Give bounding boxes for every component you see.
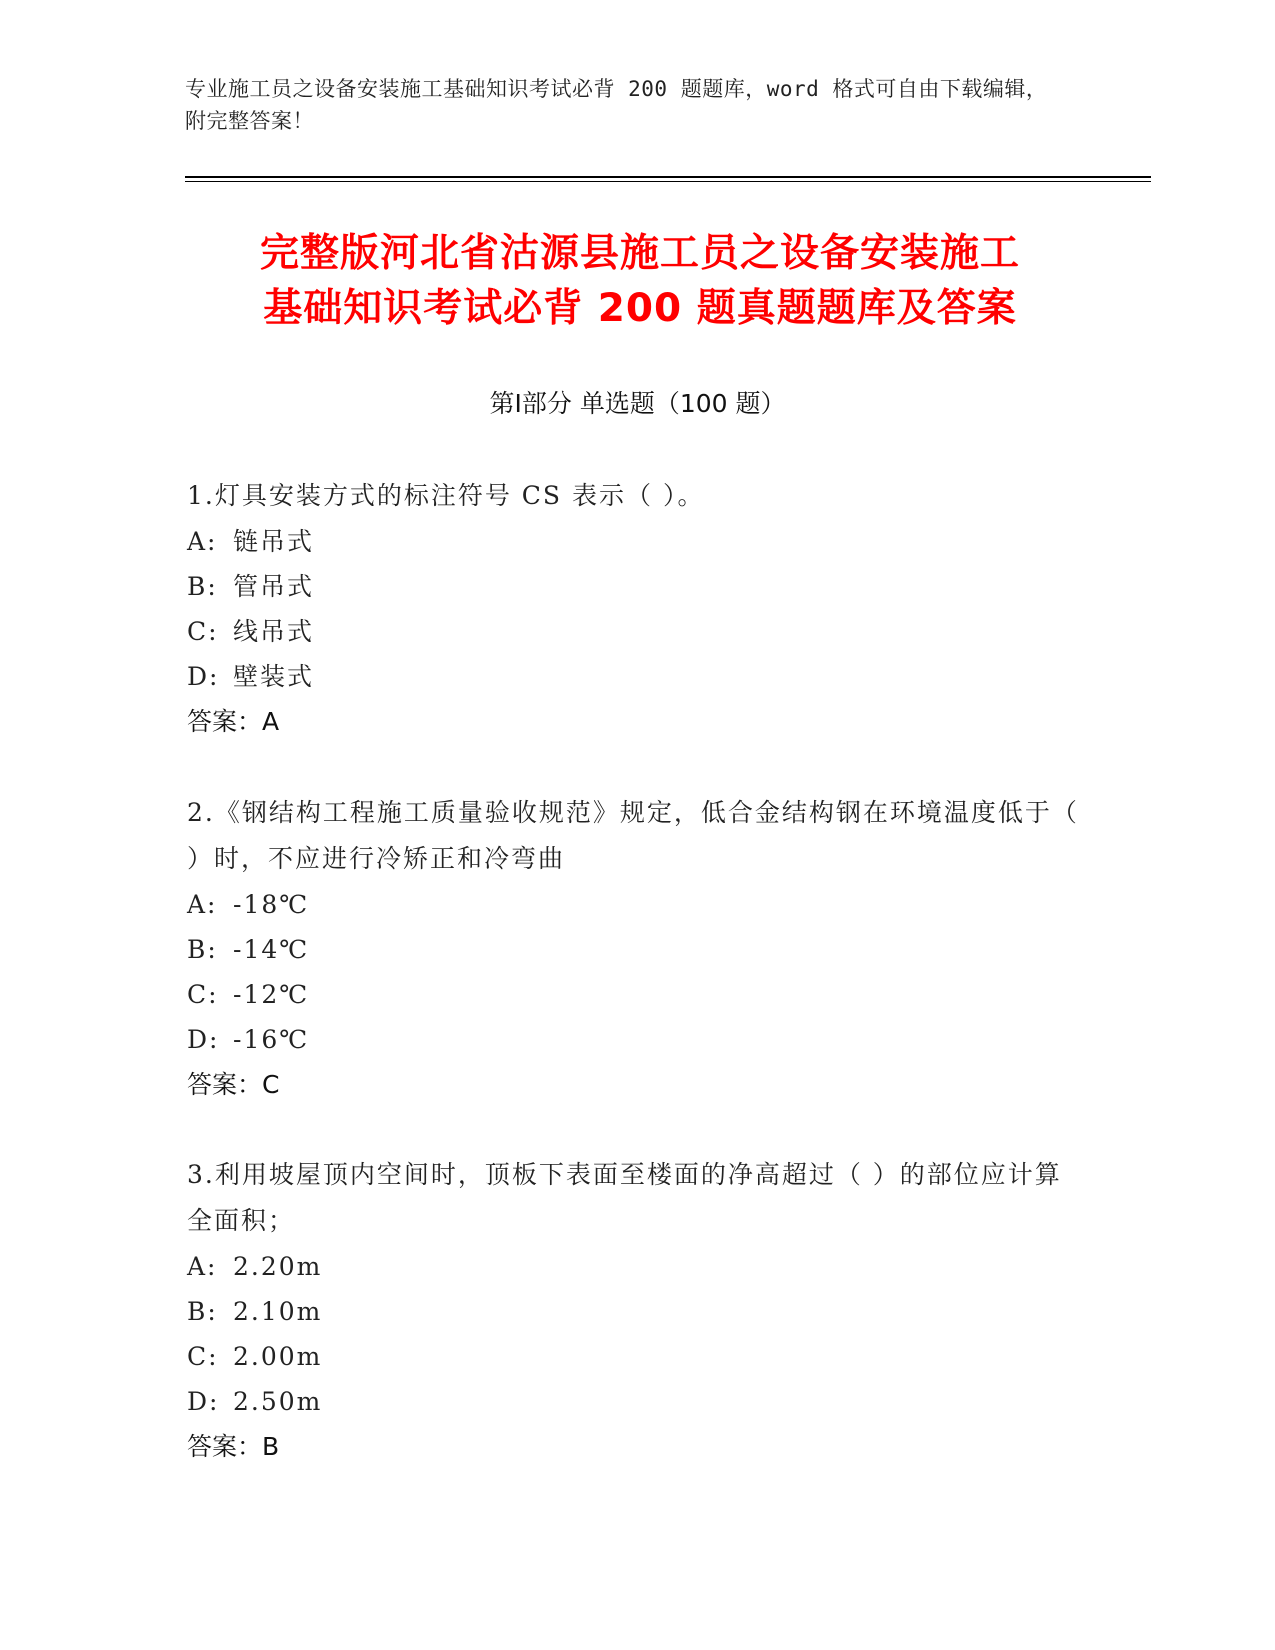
option-c [187,972,1087,1017]
answer: 答案：B [187,1432,280,1461]
option-d [187,1017,1087,1062]
option-text: -12℃ [233,980,310,1009]
option-c [187,1334,1087,1379]
section-heading: 第Ⅰ部分 单选题（100 题） [489,389,786,418]
option-key: B: [187,1297,218,1326]
question-stem: 3.利用坡屋顶内空间时，顶板下表面至楼面的净高超过（ ）的部位应计算全面积； [187,1160,1062,1235]
option-text: 壁装式 [233,662,315,691]
option-text: 链吊式 [233,527,315,556]
question-stem: 2.《钢结构工程施工质量验收规范》规定，低合金结构钢在环境温度低于（ ）时，不应进行冷矫正和冷弯曲 [187,798,1079,873]
option-a [187,882,1087,927]
option-key: D: [187,1025,220,1054]
option-b [187,1289,1087,1334]
document-title [140,226,1140,336]
option-d [187,1379,1087,1424]
answer: 答案：A [187,707,280,736]
option-text: 2.20m [233,1252,323,1281]
option-text: -18℃ [233,890,310,919]
header-divider-thick [185,176,1151,178]
option-b [187,927,1087,972]
option-text: 2.10m [233,1297,323,1326]
option-key: A: [187,1252,218,1281]
question-stem: 1.灯具安装方式的标注符号 CS 表示（ ）。 [187,481,705,510]
option-key: A: [187,890,218,919]
option-key: C: [187,980,219,1009]
answer: 答案：C [187,1070,280,1099]
option-key: B: [187,935,218,964]
option-text: 2.50m [233,1387,323,1416]
option-text: 线吊式 [233,617,315,646]
header-note: 专业施工员之设备安装施工基础知识考试必背 200 题题库，word 格式可自由下载编辑，附完整答案！ [185,77,1048,133]
option-a [187,1244,1087,1289]
option-key: D: [187,662,220,691]
option-key: B: [187,572,218,601]
option-text: 2.00m [233,1342,323,1371]
option-b [187,564,1087,609]
option-key: C: [187,1342,219,1371]
option-text: -16℃ [233,1025,310,1054]
option-text: -14℃ [233,935,310,964]
option-a [187,519,1087,564]
question-1 [187,473,1087,744]
question-3 [187,1152,1087,1469]
option-c [187,609,1087,654]
option-key: A: [187,527,218,556]
option-key: C: [187,617,219,646]
option-d [187,654,1087,699]
document-title-line-1: 完整版河北省沽源县施工员之设备安装施工 [259,231,1020,276]
header-divider-thin [185,181,1151,182]
option-text: 管吊式 [233,572,315,601]
question-2 [187,790,1087,1107]
option-key: D: [187,1387,220,1416]
document-title-line-2: 基础知识考试必背 200 题真题题库及答案 [263,286,1017,331]
